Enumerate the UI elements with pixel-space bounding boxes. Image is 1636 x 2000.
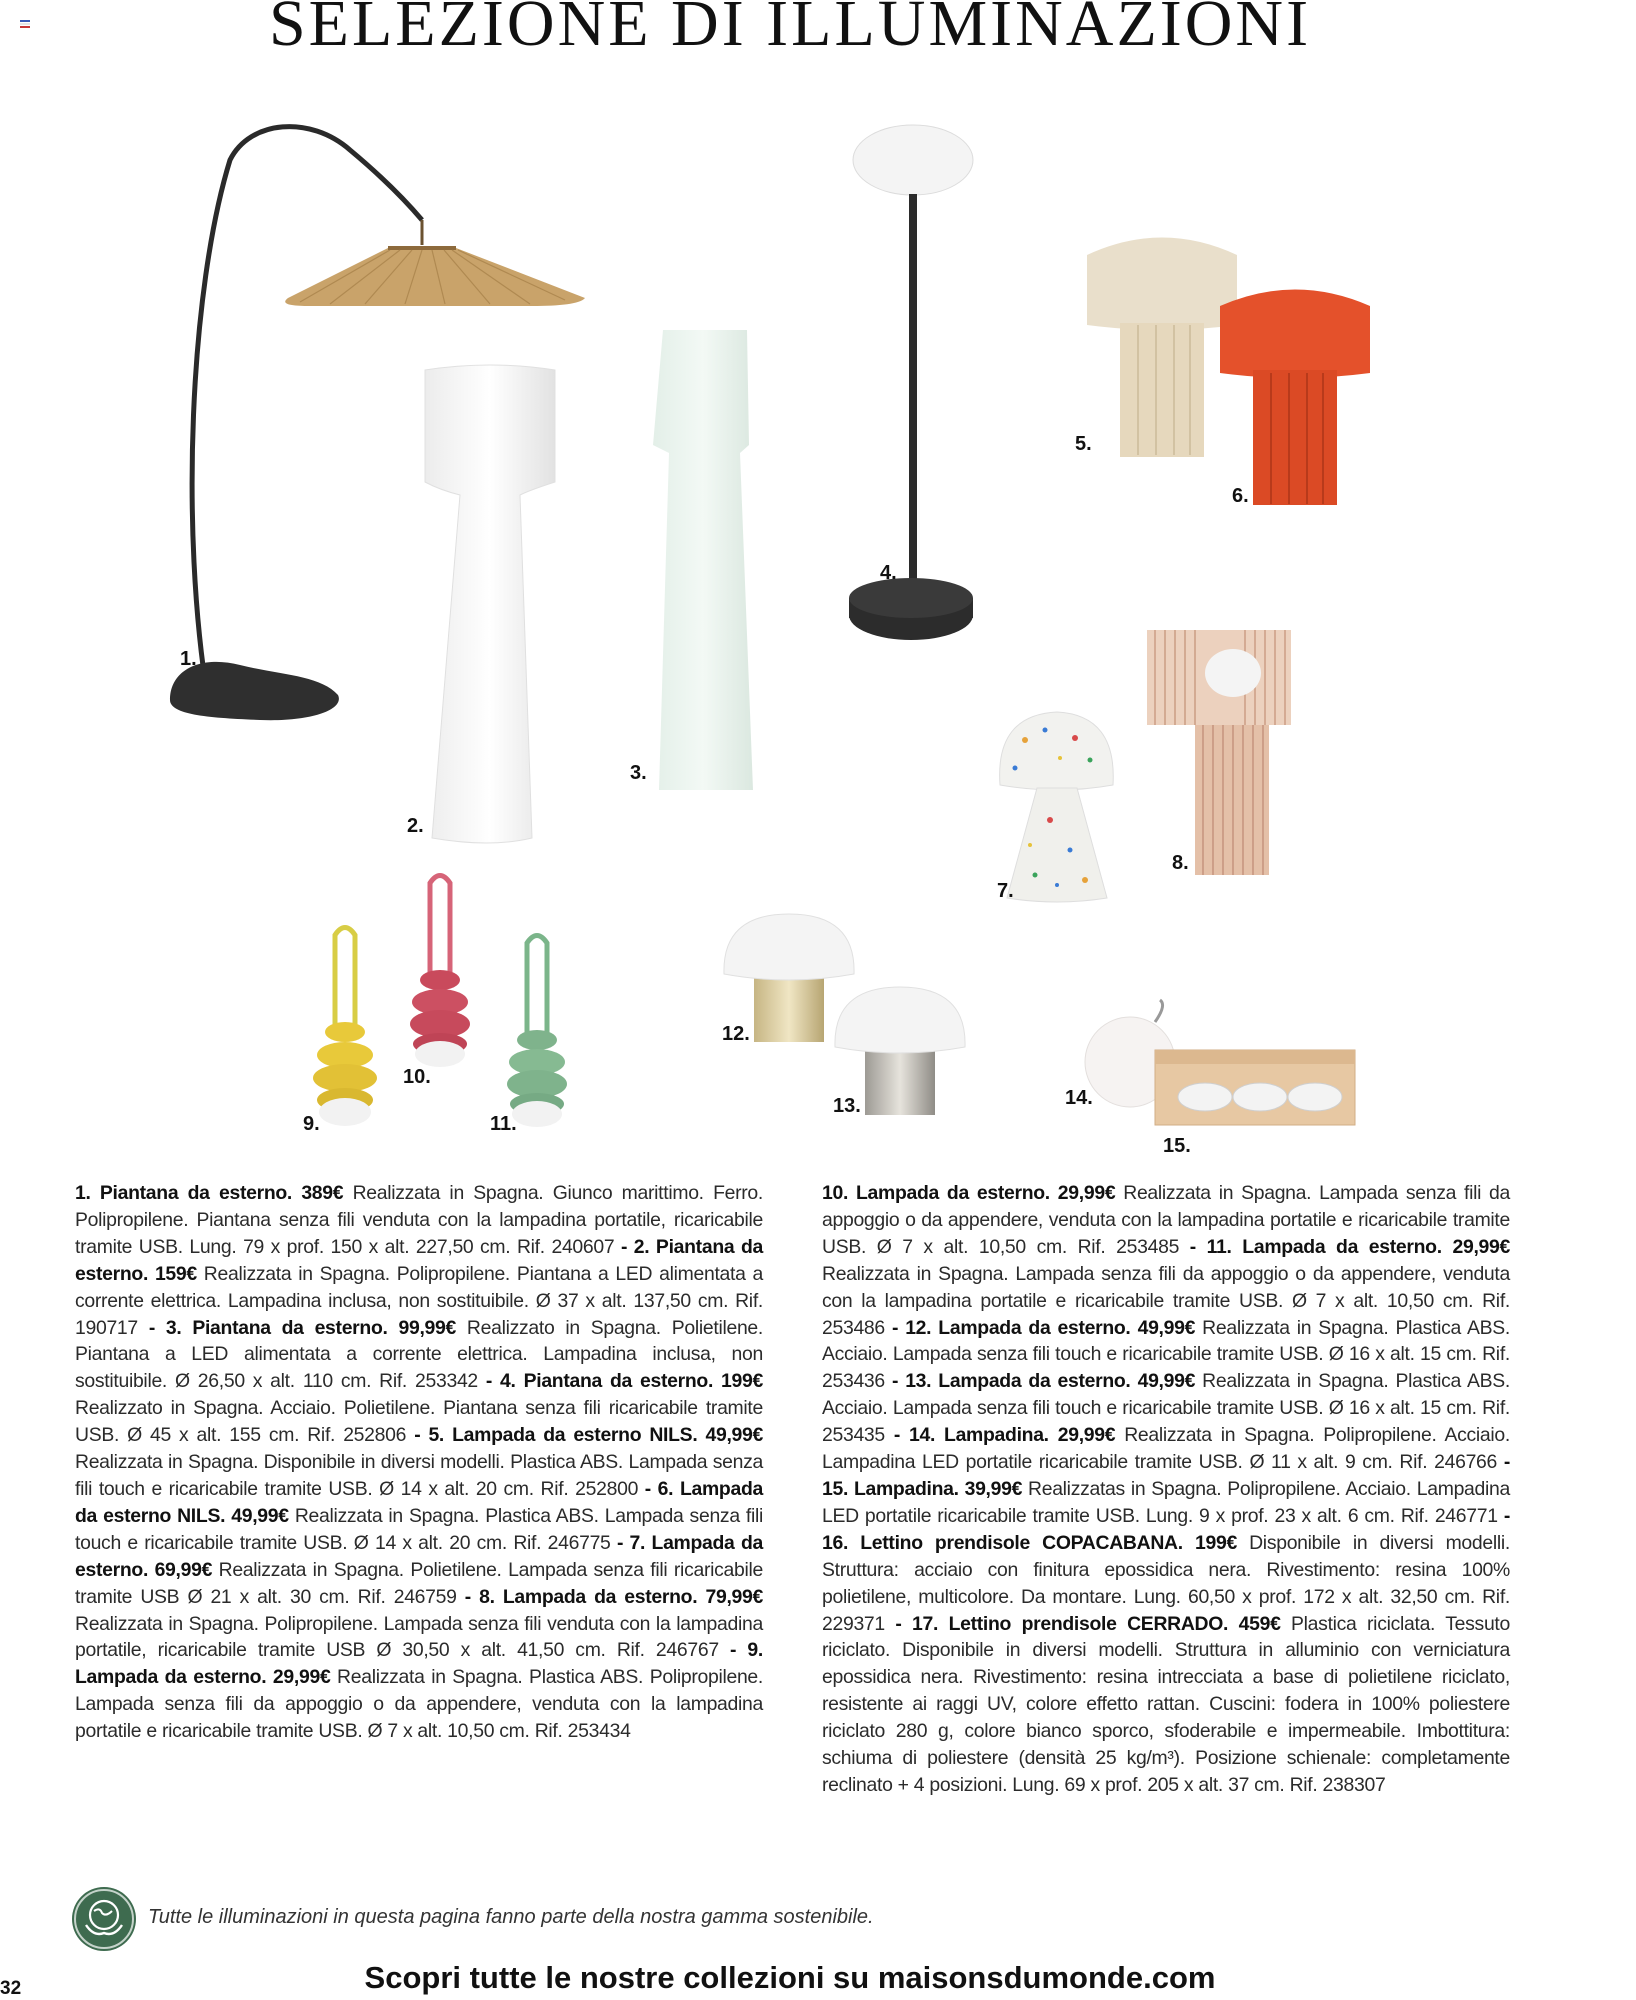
desc-15-text: Realizzatas in Spagna. Polipropilene. Acciaio. Lampadina LED portatile ricaricabile tramite USB. Lung. 9 x prof. 23 x alt. 6 cm. Rif. 246771 bbox=[822, 1477, 1510, 1527]
desc-16-text: Disponibile in diversi modelli. Struttura: acciaio con finitura epossidica nera. Rivestimento: resina 100% polietilene, multicolore. Da montare. Lung. 60,50 x prof. 172 x alt. 32,50 cm. Rif. 229371 bbox=[822, 1531, 1510, 1635]
desc-1-text: Realizzata in Spagna. Giunco marittimo. Ferro. Polipropilene. Piantana senza fili venduta con la lampadina portatile, ricaricabile tramite USB. Lung. 79 x prof. 150 x alt. 227,50 cm. Rif. 240607 bbox=[75, 1182, 763, 1258]
desc-6-text: Realizzata in Spagna. Plastica ABS. Lampada senza fili touch e ricaricabile tramite USB. Ø 14 x alt. 20 cm. Rif. 246775 bbox=[75, 1504, 763, 1554]
desc-11-text: Realizzata in Spagna. Lampada senza fili da appoggio o da appendere, venduta con la lampadina portatile e ricaricabile tramite USB. Ø 7 x alt. 10,50 cm. Rif. 253486 bbox=[822, 1262, 1510, 1339]
desc-10-title: 10. Lampada da esterno. 29,99€ bbox=[822, 1182, 1116, 1204]
desc-13-text: Realizzata in Spagna. Plastica ABS. Acciaio. Lampada senza fili touch e ricaricabile tramite USB. Ø 16 x alt. 15 cm. Rif. 253435 bbox=[822, 1370, 1510, 1447]
page-title: SELEZIONE DI ILLUMINAZIONI bbox=[268, 0, 1312, 60]
desc-12-text: Realizzata in Spagna. Plastica ABS. Acciaio. Lampada senza fili touch e ricaricabile tramite USB. Ø 16 x alt. 15 cm. Rif. 253436 bbox=[822, 1316, 1510, 1393]
product-14-number: 14. bbox=[1065, 1087, 1093, 1109]
desc-8-title: - 8. Lampada da esterno. 79,99€ bbox=[464, 1585, 763, 1608]
product-12-number: 12. bbox=[722, 1023, 750, 1045]
desc-16-title: - 16. Lettino prendisole COPACABANA. 199€ bbox=[822, 1504, 1510, 1554]
desc-7-title: - 7. Lampada da esterno. 69,99€ bbox=[75, 1531, 763, 1581]
product-11-image bbox=[502, 928, 572, 1128]
desc-2-title: - 2. Piantana da esterno. 159€ bbox=[75, 1235, 763, 1285]
desc-1-title: 1. Piantana da esterno. 389€ bbox=[75, 1182, 344, 1204]
product-7-image bbox=[995, 710, 1120, 905]
desc-6-title: - 6. Lampada da esterno NILS. 49,99€ bbox=[75, 1477, 763, 1527]
page-number: 32 bbox=[0, 1978, 22, 1999]
desc-4-title: - 4. Piantana da esterno. 199€ bbox=[485, 1370, 763, 1393]
footer-link-text[interactable]: Scopri tutte le nostre collezioni su maisonsdumonde.com bbox=[364, 1960, 1216, 1995]
desc-9-title: - 9. Lampada da esterno. 29,99€ bbox=[75, 1639, 763, 1689]
product-4-number: 4. bbox=[880, 562, 897, 584]
product-3-number: 3. bbox=[630, 762, 647, 784]
description-right bbox=[822, 1180, 1510, 1799]
product-11-number: 11. bbox=[490, 1113, 517, 1135]
desc-3-text: Realizzato in Spagna. Polietilene. Piantana a LED alimentata a corrente elettrica. Lampadina inclusa, non sostituibile. Ø 26,50 x alt. 110 cm. Rif. 253342 bbox=[75, 1316, 764, 1393]
product-10-number: 10. bbox=[403, 1066, 431, 1088]
product-2-image bbox=[420, 360, 560, 860]
product-9-image bbox=[310, 920, 380, 1130]
desc-17-text: Plastica riciclata. Tessuto riciclato. Disponibile in diversi modelli. Struttura in alluminio con verniciatura epossidica nera. Rivestimento: resina intrecciata a base di polietilene riciclato, resistente ai raggi UV, colore effetto rattan. Cuscini: fodera in 100% poliestere riciclato 280 g, colore bianco sporco, sfoderabile e impermeabile. Imbottitura: schiuma di poliestere (densità 25 kg/m³). Posizione schienale: completamente reclinato + 4 posizioni. Lung. 69 x prof. 205 x alt. 37 cm. Rif. 238307 bbox=[822, 1612, 1510, 1796]
product-8-number: 8. bbox=[1172, 852, 1189, 874]
product-3-image bbox=[645, 325, 755, 795]
product-2-number: 2. bbox=[407, 815, 424, 837]
product-1-number: 1. bbox=[180, 648, 197, 670]
product-6-image bbox=[1215, 278, 1375, 513]
product-5-number: 5. bbox=[1075, 433, 1092, 455]
desc-7-text: Realizzata in Spagna. Polietilene. Lampada senza fili ricaricabile tramite USB Ø 21 x alt. 30 cm. Rif. 246759 bbox=[75, 1558, 763, 1608]
desc-14-title: - 14. Lampadina. 29,99€ bbox=[893, 1424, 1116, 1447]
desc-12-title: - 12. Lampada da esterno. 49,99€ bbox=[891, 1316, 1196, 1339]
product-10-image bbox=[405, 868, 475, 1068]
desc-8-text: Realizzata in Spagna. Polipropilene. Lampada senza fili venduta con la lampadina portatile, ricaricabile tramite USB Ø 30,50 x alt. 41,50 cm. Rif. 246767 bbox=[75, 1612, 763, 1662]
desc-15-title: - 15. Lampadina. 39,99€ bbox=[822, 1451, 1510, 1500]
desc-2-text: Realizzata in Spagna. Polipropilene. Piantana a LED alimentata a corrente elettrica. Lampadina inclusa, non sostituibile. Ø 37 x alt. 137,50 cm. Rif. 190717 bbox=[75, 1262, 763, 1339]
product-15-image bbox=[1150, 1045, 1360, 1130]
product-13-number: 13. bbox=[833, 1095, 861, 1117]
desc-13-title: - 13. Lampada da esterno. 49,99€ bbox=[891, 1370, 1196, 1393]
desc-5-text: Realizzata in Spagna. Disponibile in diversi modelli. Plastica ABS. Lampada senza fili touch e ricaricabile tramite USB. Ø 14 x alt. 20 cm. Rif. 252800 bbox=[75, 1451, 763, 1500]
product-6-number: 6. bbox=[1232, 485, 1249, 507]
product-15-number: 15. bbox=[1163, 1135, 1191, 1157]
globe-hands-icon bbox=[72, 1887, 136, 1951]
desc-9-text: Realizzata in Spagna. Plastica ABS. Polipropilene. Lampada senza fili da appoggio o da appendere, venduta con la lampadina portatile e ricaricabile tramite USB. Ø 7 x alt. 10,50 cm. Rif. 253434 bbox=[75, 1666, 763, 1743]
product-8-image bbox=[1145, 628, 1295, 878]
desc-5-title: - 5. Lampada da esterno NILS. 49,99€ bbox=[414, 1424, 763, 1447]
desc-11-title: - 11. Lampada da esterno. 29,99€ bbox=[1189, 1235, 1510, 1258]
desc-4-text: Realizzato in Spagna. Acciaio. Polietilene. Piantana senza fili ricaricabile tramite USB. Ø 45 x alt. 155 cm. Rif. 252806 bbox=[75, 1397, 763, 1447]
product-7-number: 7. bbox=[997, 880, 1014, 902]
desc-3-title: - 3. Piantana da esterno. 99,99€ bbox=[148, 1316, 456, 1339]
product-4-image bbox=[848, 120, 978, 650]
product-9-number: 9. bbox=[303, 1113, 320, 1135]
desc-10-text: Realizzata in Spagna. Lampada senza fili da appoggio o da appendere, venduta con la lampadina portatile e ricaricabile tramite USB. Ø 7 x alt. 10,50 cm. Rif. 253485 bbox=[822, 1182, 1510, 1258]
sustainability-note: Tutte le illuminazioni in questa pagina fanno parte della nostra gamma sostenibile. bbox=[148, 1906, 874, 1928]
desc-17-title: - 17. Lettino prendisole CERRADO. 459€ bbox=[895, 1612, 1281, 1635]
desc-14-text: Realizzata in Spagna. Polipropilene. Acciaio. Lampadina LED portatile ricaricabile tramite USB. Ø 11 x alt. 9 cm. Rif. 246766 bbox=[822, 1424, 1510, 1474]
description-left bbox=[75, 1180, 763, 1745]
